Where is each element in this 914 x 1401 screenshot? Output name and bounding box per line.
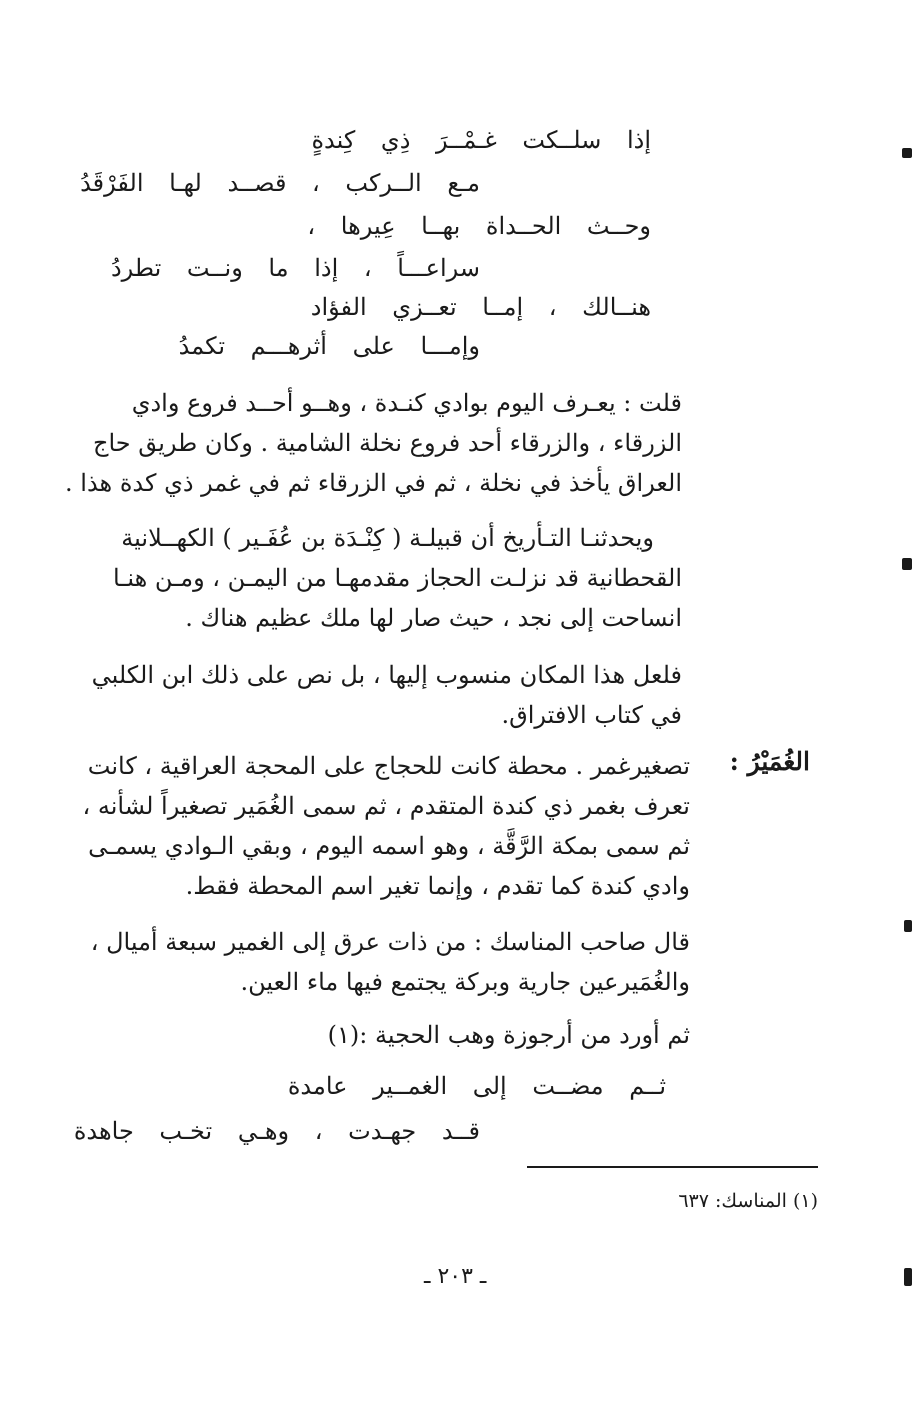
poem1-line-6: وإمـــا على أثرهـــم تكمدُ [178, 332, 480, 360]
poem1-line-4: سراعـــاً ، إذا ما ونــت تطردُ [110, 254, 480, 282]
para1-line-2: الزرقاء ، والزرقاء أحد فروع نخلة الشامية . وكان طريق حاج [92, 429, 682, 457]
poem1-line-5: هنــالك ، إمــا تعــزي الفؤاد [310, 293, 651, 321]
para2-line-1: ويحدثنـا التـأريخ أن قبيلـة ( كِنْـدَة بن عُفَـير ) الكهــلانية [121, 524, 654, 552]
scan-mark-2 [902, 558, 912, 570]
para4-line-2: والغُمَيرعين جارية وبركة يجتمع فيها ماء العين. [240, 968, 690, 996]
scan-mark-1 [902, 148, 912, 158]
footnote: (١) المناسك: ٦٣٧ [678, 1190, 818, 1212]
para5-line: ثم أورد من أرجوزة وهب الحجية :(١) [327, 1021, 690, 1049]
entry-line-1: تصغيرغمر . محطة كانت للحجاج على المحجة العراقية ، كانت [87, 752, 690, 780]
para1-line-1: قلت : يعـرف اليوم بوادي كنـدة ، وهــو أحــد فروع وادي [131, 389, 682, 417]
para1-line-3: العراق يأخذ في نخلة ، ثم في الزرقاء ثم في غمر ذي كدة هذا . [65, 469, 682, 497]
scan-mark-3 [904, 920, 912, 932]
poem2-line-2: قــد جهـدت ، وهـي تخـب جاهدة [73, 1117, 480, 1145]
entry-line-4: وادي كندة كما تقدم ، وإنما تغير اسم المحطة فقط. [185, 872, 690, 900]
para3-line-1: فلعل هذا المكان منسوب إليها ، بل نص على ذلك ابن الكلبي [91, 661, 682, 689]
poem1-line-1: إذا سلــكت غـمْــرَ ذِي كِندةٍ [311, 126, 651, 154]
scan-mark-4 [904, 1268, 912, 1286]
poem2-line-1: ثــم مضــت إلى الغمــير عامدة [287, 1072, 666, 1100]
para2-line-2: القحطانية قد نزلـت الحجاز مقدمهـا من اليمـن ، ومـن هنـا [113, 564, 682, 592]
page-number: ـ ٢٠٣ ـ [424, 1264, 487, 1289]
para3-line-2: في كتاب الافتراق. [501, 701, 682, 729]
entry-headword: الغُمَيْرُ : [729, 747, 810, 776]
poem1-line-2: مـع الــركب ، قصــد لهـا الفَرْقَدُ [80, 169, 480, 197]
poem1-line-3: وحــث الحــداة بهــا عِيرها ، [307, 212, 651, 240]
entry-line-2: تعرف بغمر ذي كندة المتقدم ، ثم سمى الغُمَير تصغيراً لشأنه ، [82, 792, 690, 820]
footnote-divider [527, 1166, 818, 1168]
para4-line-1: قال صاحب المناسك : من ذات عرق إلى الغمير سبعة أميال ، [90, 928, 690, 956]
para2-line-3: انساحت إلى نجد ، حيث صار لها ملك عظيم هناك . [185, 604, 682, 632]
entry-line-3: ثم سمى بمكة الرَّقَّة ، وهو اسمه اليوم ، وبقي الـوادي يسمـى [88, 832, 690, 860]
